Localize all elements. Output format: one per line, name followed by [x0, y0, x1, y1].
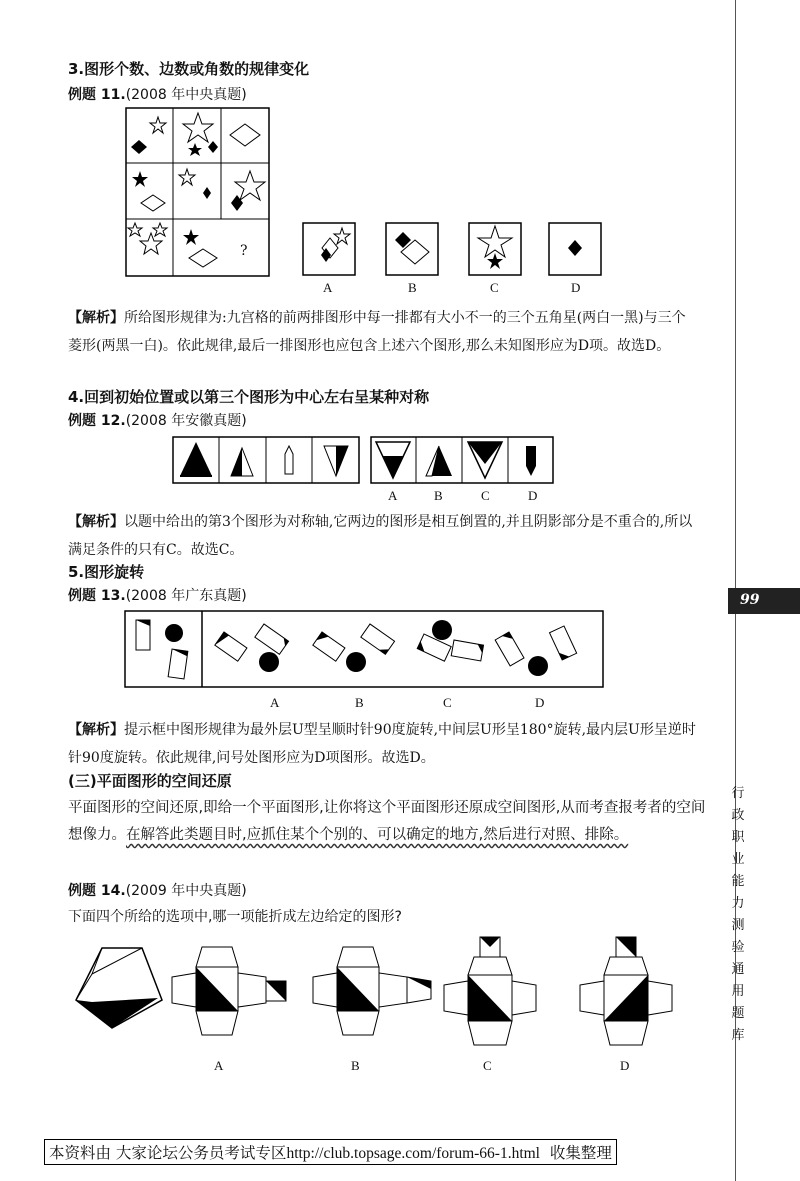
ex12-sequence-figure	[172, 436, 360, 484]
section-3b-intro: 平面图形的空间还原,即给一个平面图形,让你将这个平面图形还原成空间图形,从而考查报考者的空间想像力。在解答此类题目时,应抓住某个个别的、可以确定的地方,然后进行对照、排除。	[68, 800, 706, 843]
ex13-analysis: 【解析】提示框中图形规律为最外层U型呈顺时针90度旋转,中间层U形呈180°旋转,最内层U形呈逆时针90度旋转。依此规律,问号处图形应为D项图形。故选D。	[68, 722, 696, 766]
ex12-label-b: B	[434, 488, 443, 503]
page-number-tab	[728, 588, 800, 614]
footer-source-banner: 本资料由 大家论坛公务员考试专区http://club.topsage.com/forum-66-1.html 收集整理	[44, 1139, 617, 1165]
section-5-heading: 5.图形旋转	[68, 563, 145, 581]
ex14-option-a	[170, 945, 290, 1055]
ex14-label-c: C	[483, 1058, 492, 1073]
section-4-heading: 4.回到初始位置或以第三个图形为中心左右呈某种对称	[68, 388, 430, 406]
star-icon	[128, 223, 142, 236]
star-icon	[132, 171, 148, 187]
star-icon	[188, 143, 202, 156]
ex14-question: 下面四个所给的选项中,哪一项能折成左边给定的图形?	[68, 909, 402, 925]
ex12-label-d: D	[528, 488, 538, 503]
ex11-label-d: D	[571, 280, 581, 295]
ex12-analysis: 【解析】以题中给出的第3个图形为对称轴,它两边的图形是相互倒置的,并且阴影部分是不重合的,所以满足条件的只有C。故选C。	[68, 514, 693, 558]
ex11-option-d	[548, 222, 602, 276]
star-icon	[183, 113, 213, 142]
ex13-label-c: C	[443, 695, 452, 710]
star-icon	[235, 171, 265, 200]
ex13-rotation-figure	[124, 610, 604, 688]
star-icon	[150, 117, 166, 133]
diamond-icon	[141, 195, 165, 211]
diamond-icon	[189, 249, 217, 267]
ex14-3d-shape	[72, 940, 164, 1030]
ex11-label-b: B	[408, 280, 417, 295]
ex11-label-c: C	[490, 280, 499, 295]
ex14-label-b: B	[351, 1058, 360, 1073]
diamond-icon	[203, 187, 211, 199]
star-icon	[140, 233, 162, 254]
side-title: 行 政 职 业 能 力 测 验 通 用 题 库	[731, 786, 745, 1043]
ex12-label-a: A	[388, 488, 398, 503]
ex14-option-b	[305, 945, 437, 1055]
example-11-title: 例题 11.(2008 年中央真题)	[68, 87, 247, 103]
ex13-label-b: B	[355, 695, 364, 710]
ex11-grid-figure	[125, 107, 270, 277]
ex11-option-a	[302, 222, 356, 276]
ex12-options-figure	[370, 436, 554, 484]
ex11-option-b	[385, 222, 439, 276]
ex14-option-c	[440, 935, 540, 1055]
diamond-icon	[208, 141, 218, 153]
star-icon	[183, 229, 199, 245]
section-3b-heading: (三)平面图形的空间还原	[68, 772, 232, 790]
ex13-label-d: D	[535, 695, 545, 710]
ex11-question-mark: ?	[240, 243, 248, 259]
example-14-title: 例题 14.(2009 年中央真题)	[68, 883, 247, 899]
section-3-heading: 3.图形个数、边数或角数的规律变化	[68, 60, 310, 78]
page-number: 99	[740, 592, 760, 608]
diamond-icon	[131, 140, 147, 154]
ex11-option-c	[468, 222, 522, 276]
diamond-icon	[230, 124, 260, 146]
star-icon	[179, 169, 195, 185]
ex11-analysis: 【解析】所给图形规律为:九宫格的前两排图形中每一排都有大小不一的三个五角星(两白一黑)与三个菱形(两黑一白)。依此规律,最后一排图形也应包含上述六个图形,那么未知图形应为D项。故选D。	[68, 310, 686, 354]
ex14-option-d	[578, 935, 678, 1055]
ex11-label-a: A	[323, 280, 333, 295]
ex14-label-d: D	[620, 1058, 630, 1073]
ex14-label-a: A	[214, 1058, 224, 1073]
example-12-title: 例题 12.(2008 年安徽真题)	[68, 413, 247, 429]
ex12-label-c: C	[481, 488, 490, 503]
ex13-label-a: A	[270, 695, 280, 710]
footer-url[interactable]: http://club.topsage.com/forum-66-1.html	[286, 1145, 540, 1162]
example-13-title: 例题 13.(2008 年广东真题)	[68, 588, 247, 604]
star-icon	[153, 223, 167, 236]
